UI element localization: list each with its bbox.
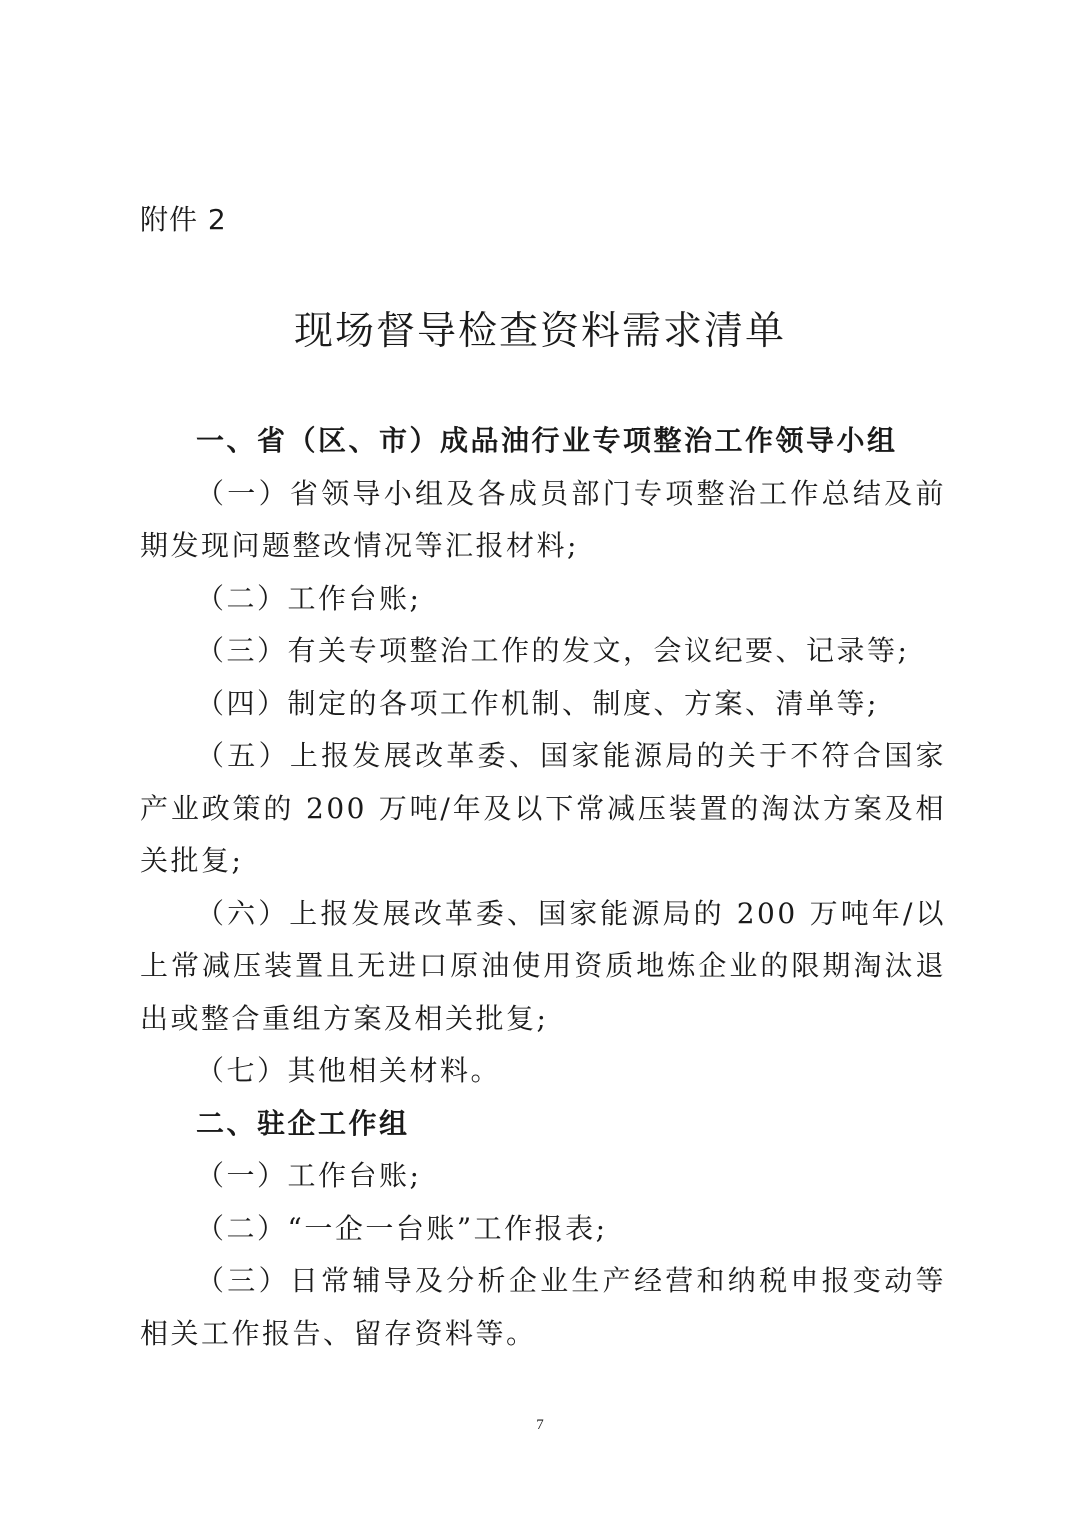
list-item: （七）其他相关材料。 <box>196 1054 502 1087</box>
list-item: （三）有关专项整治工作的发文，会议纪要、记录等; <box>196 634 910 667</box>
list-item: （二）工作台账; <box>196 581 422 615</box>
page-number: 7 <box>536 1417 544 1433</box>
list-item: （一）工作台账; <box>196 1159 422 1192</box>
attachment-label: 附件 2 <box>140 203 227 236</box>
document-title: 现场督导检查资料需求清单 <box>293 309 786 354</box>
list-item: （二）“一企一台账”工作报表; <box>196 1211 608 1245</box>
section-heading-2: 二、驻企工作组 <box>196 1106 410 1140</box>
list-item: （五）上报发展改革委、国家能源局的关于不符合国家产业政策的 200 万吨/年及以下常减压装置的淘汰方案及相关批复; <box>140 739 946 877</box>
section-heading-1: 一、省（区、市）成品油行业专项整治工作领导小组 <box>196 424 898 457</box>
list-item: （一）省领导小组及各成员部门专项整治工作总结及前期发现问题整改情况等汇报材料; <box>140 476 946 562</box>
list-item: （四）制定的各项工作机制、制度、方案、清单等; <box>196 686 879 720</box>
document-body <box>140 415 946 1360</box>
list-item: （三）日常辅导及分析企业生产经营和纳税申报变动等相关工作报告、留存资料等。 <box>140 1264 946 1350</box>
list-item: （六）上报发展改革委、国家能源局的 200 万吨年/以上常减压装置且无进口原油使用资质地炼企业的限期淘汰退出或整合重组方案及相关批复; <box>140 896 946 1035</box>
